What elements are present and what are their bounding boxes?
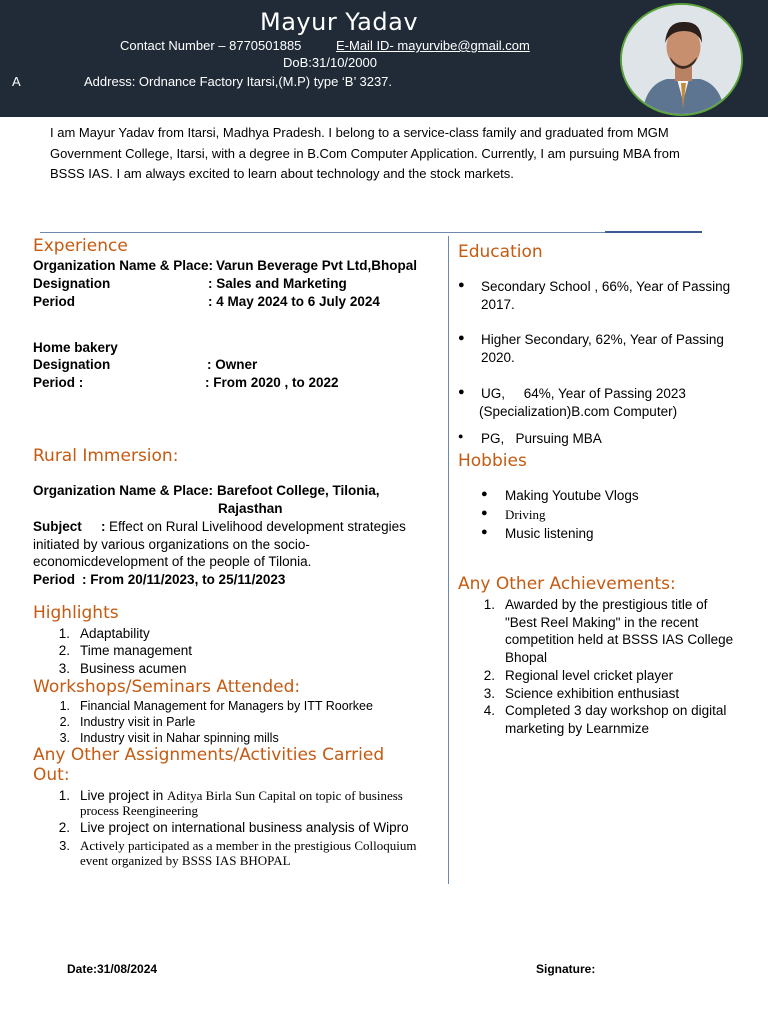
achievements-heading: Any Other Achievements:: [458, 574, 676, 594]
rural-subject-line3: economicdevelopment of the people of Tilonia.: [33, 554, 312, 569]
job1-designation-label: Designation: [33, 276, 111, 291]
job2-designation-label: Designation: [33, 357, 111, 372]
rural-org-label: Organization Name & Place:: [33, 483, 214, 498]
rural-period-label: Period: [33, 572, 76, 587]
column-divider: [448, 236, 449, 884]
rural-subject-colon: :: [101, 519, 106, 534]
address: Address: Ordnance Factory Itarsi,(M.P) type ‘B’ 3237.: [84, 74, 393, 89]
list-item-continuation: "Best Reel Making" in the recent: [505, 615, 699, 630]
profile-summary: I am Mayur Yadav from Itarsi, Madhya Pradesh. I belong to a service-class family and graduated from MGM Government College, Itarsi, with a degree in B.Com Computer Application. Currently, I am pursuing MBA from BSSS IAS. I am always excited to learn about technology and the stock markets.: [50, 125, 680, 181]
list-item-continuation: competition held at BSSS IAS College: [505, 632, 734, 647]
rural-subject-line2: initiated by various organizations on the socio-: [33, 537, 310, 552]
list-item: UG, 64%, Year of Passing 2023: [481, 386, 686, 401]
assignments-heading-line2: Out:: [33, 765, 70, 785]
job1-org-value: Varun Beverage Pvt Ltd,Bhopal: [216, 258, 418, 273]
rural-subject-label: Subject: [33, 519, 82, 534]
job2-period-label: Period :: [33, 375, 84, 390]
footer-date: Date:31/08/2024: [67, 962, 158, 976]
email-link[interactable]: E-Mail ID- mayurvibe@gmail.com: [336, 38, 530, 53]
contact-number: Contact Number – 8770501885: [120, 38, 302, 53]
experience-heading: Experience: [33, 236, 128, 256]
list-item-continuation: marketing by Learnmize: [505, 721, 650, 736]
rural-org-value-line2: Rajasthan: [218, 501, 283, 516]
section-divider: [40, 232, 702, 233]
workshops-heading: Workshops/Seminars Attended:: [33, 677, 301, 697]
job1-org-label: Organization Name & Place:: [33, 258, 214, 273]
job1-period-value: : 4 May 2024 to 6 July 2024: [208, 294, 380, 309]
job2-title: Home bakery: [33, 340, 118, 355]
list-item: Higher Secondary, 62%, Year of Passing: [481, 332, 724, 347]
list-item-continuation: process Reengineering: [80, 803, 199, 818]
list-item: Making Youtube Vlogs: [505, 488, 639, 503]
list-item-continuation: 2017.: [481, 297, 515, 312]
rural-subject-line1: Effect on Rural Livelihood development strategies: [109, 519, 406, 534]
section-divider-accent: [605, 231, 702, 233]
highlights-heading: Highlights: [33, 603, 119, 623]
job2-period-value: : From 2020 , to 2022: [205, 375, 339, 390]
profile-photo-image: [622, 5, 743, 116]
list-item-continuation: (Specialization)B.com Computer): [479, 404, 678, 419]
job2-designation-value: : Owner: [207, 357, 258, 372]
candidate-name: Mayur Yadav: [259, 8, 419, 36]
date-of-birth: DoB:31/10/2000: [283, 55, 377, 70]
profile-photo: [620, 3, 743, 116]
education-heading: Education: [458, 242, 543, 262]
job1-designation-value: : Sales and Marketing: [208, 276, 347, 291]
list-item-continuation: Bhopal: [505, 650, 548, 665]
list-item: Music listening: [505, 526, 594, 541]
rural-immersion-heading: Rural Immersion:: [33, 446, 179, 466]
job1-period-label: Period: [33, 294, 76, 309]
assignments-heading: Any Other Assignments/Activities Carried: [33, 745, 385, 765]
footer-signature: Signature:: [536, 962, 596, 976]
list-item: PG, Pursuing MBA: [481, 431, 602, 446]
rural-org-value: Barefoot College, Tilonia,: [217, 483, 380, 498]
hobbies-heading: Hobbies: [458, 451, 527, 471]
list-item-continuation: event organized by BSSS IAS BHOPAL: [80, 853, 291, 868]
list-item: Secondary School , 66%, Year of Passing: [481, 279, 731, 294]
list-item: Driving: [505, 507, 546, 522]
header-marker: A: [12, 74, 21, 89]
rural-period-value: : From 20/11/2023, to 25/11/2023: [82, 572, 286, 587]
list-item-continuation: 2020.: [481, 350, 515, 365]
